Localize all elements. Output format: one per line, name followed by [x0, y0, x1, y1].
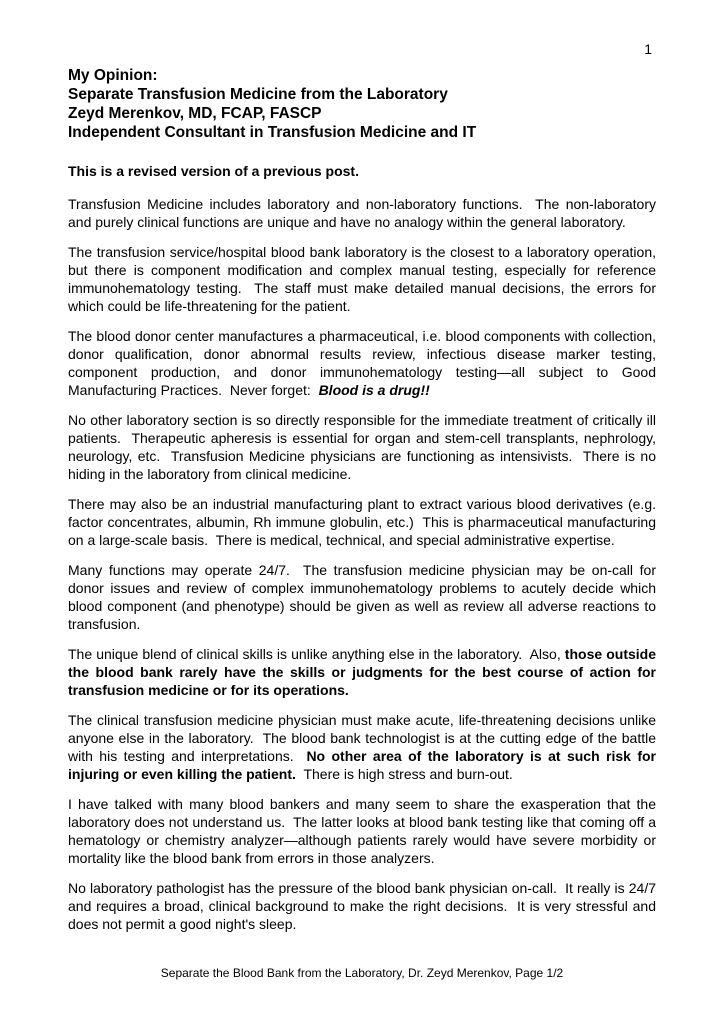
document-title-block: [68, 66, 656, 142]
paragraph: [68, 327, 660, 399]
paragraph: [68, 561, 660, 633]
title-line-affiliation: Independent Consultant in Transfusion Medicine and IT: [68, 124, 477, 141]
paragraph: [68, 411, 660, 483]
text-run: The unique blend of clinical skills is unlike anything else in the laboratory. Also,: [68, 646, 565, 662]
text-run: There may also be an industrial manufacturing plant to extract various blood derivatives (e.g. factor concentrates, albumin, Rh immune globulin, etc.) This is pharmaceutical manufacturing on a large-scale basis. There is medical, technical, and special administrative expertise.: [68, 496, 660, 548]
text-run: The clinical transfusion medicine physician must make acute, life-threatening decisions unlike anyone else in the laboratory. The blood bank technologist is at the cutting edge of the battle with his testing and interpretations.: [68, 712, 660, 764]
text-run: The blood donor center manufactures a pharmaceutical, i.e. blood components with collection, donor qualification, donor abnormal results review, infectious disease marker testing, component production, and donor immunohematology testing—all subject to Good Manufacturing Practices. Never forget:: [68, 328, 660, 398]
title-line-main: Separate Transfusion Medicine from the Laboratory: [68, 86, 448, 103]
paragraph: [68, 645, 660, 699]
text-run: Blood is a drug!!: [318, 382, 430, 398]
revision-note: This is a revised version of a previous post.: [68, 163, 359, 179]
document-body: [68, 195, 660, 933]
text-run: No laboratory pathologist has the pressure of the blood bank physician on-call. It really is 24/7 and requires a broad, clinical background to make the right decisions. It is very stressful and does not permit a good night's sleep.: [68, 880, 660, 932]
text-run: No other area of the laboratory is at such risk for injuring or even killing the patient.: [68, 748, 660, 782]
text-run: Transfusion Medicine includes laboratory and non-laboratory functions. The non-laboratory and purely clinical functions are unique and have no analogy within the general laboratory.: [68, 196, 660, 230]
page-footer: Separate the Blood Bank from the Laboratory, Dr. Zeyd Merenkov, Page 1/2: [160, 966, 564, 980]
paragraph: [68, 711, 660, 783]
paragraph: [68, 243, 660, 315]
text-run: I have talked with many blood bankers and many seem to share the exasperation that the laboratory does not understand us. The latter looks at blood bank testing like that coming off a hematology or chemistry analyzer—although patients rarely would have severe morbidity or mortality like the blood bank from errors in those analyzers.: [68, 796, 660, 866]
paragraph: [68, 195, 660, 231]
text-run: There is high stress and burn-out.: [295, 766, 513, 782]
text-run: those outside the blood bank rarely have the skills or judgments for the best course of action for transfusion medicine or for its operations.: [68, 646, 660, 698]
title-line-author: Zeyd Merenkov, MD, FCAP, FASCP: [68, 105, 322, 122]
page-number: 1: [644, 41, 652, 57]
text-run: Many functions may operate 24/7. The transfusion medicine physician may be on-call for donor issues and review of complex immunohematology problems to acutely decide which blood component (and phenotype) should be given as well as review all adverse reactions to transfusion.: [68, 562, 660, 632]
text-run: No other laboratory section is so directly responsible for the immediate treatment of critically ill patients. Therapeutic apheresis is essential for organ and stem-cell transplants, nephrology, neurology, etc. Transfusion Medicine physicians are functioning as intensivists. There is no hiding in the laboratory from clinical medicine.: [68, 412, 660, 482]
text-run: The transfusion service/hospital blood bank laboratory is the closest to a laboratory operation, but there is component modification and complex manual testing, especially for reference immunohematology testing. The staff must make detailed manual decisions, the errors for which could be life-threatening for the patient.: [68, 244, 660, 314]
paragraph: [68, 879, 660, 933]
title-line-opinion: My Opinion:: [68, 67, 158, 84]
paragraph: [68, 495, 660, 549]
paragraph: [68, 795, 660, 867]
